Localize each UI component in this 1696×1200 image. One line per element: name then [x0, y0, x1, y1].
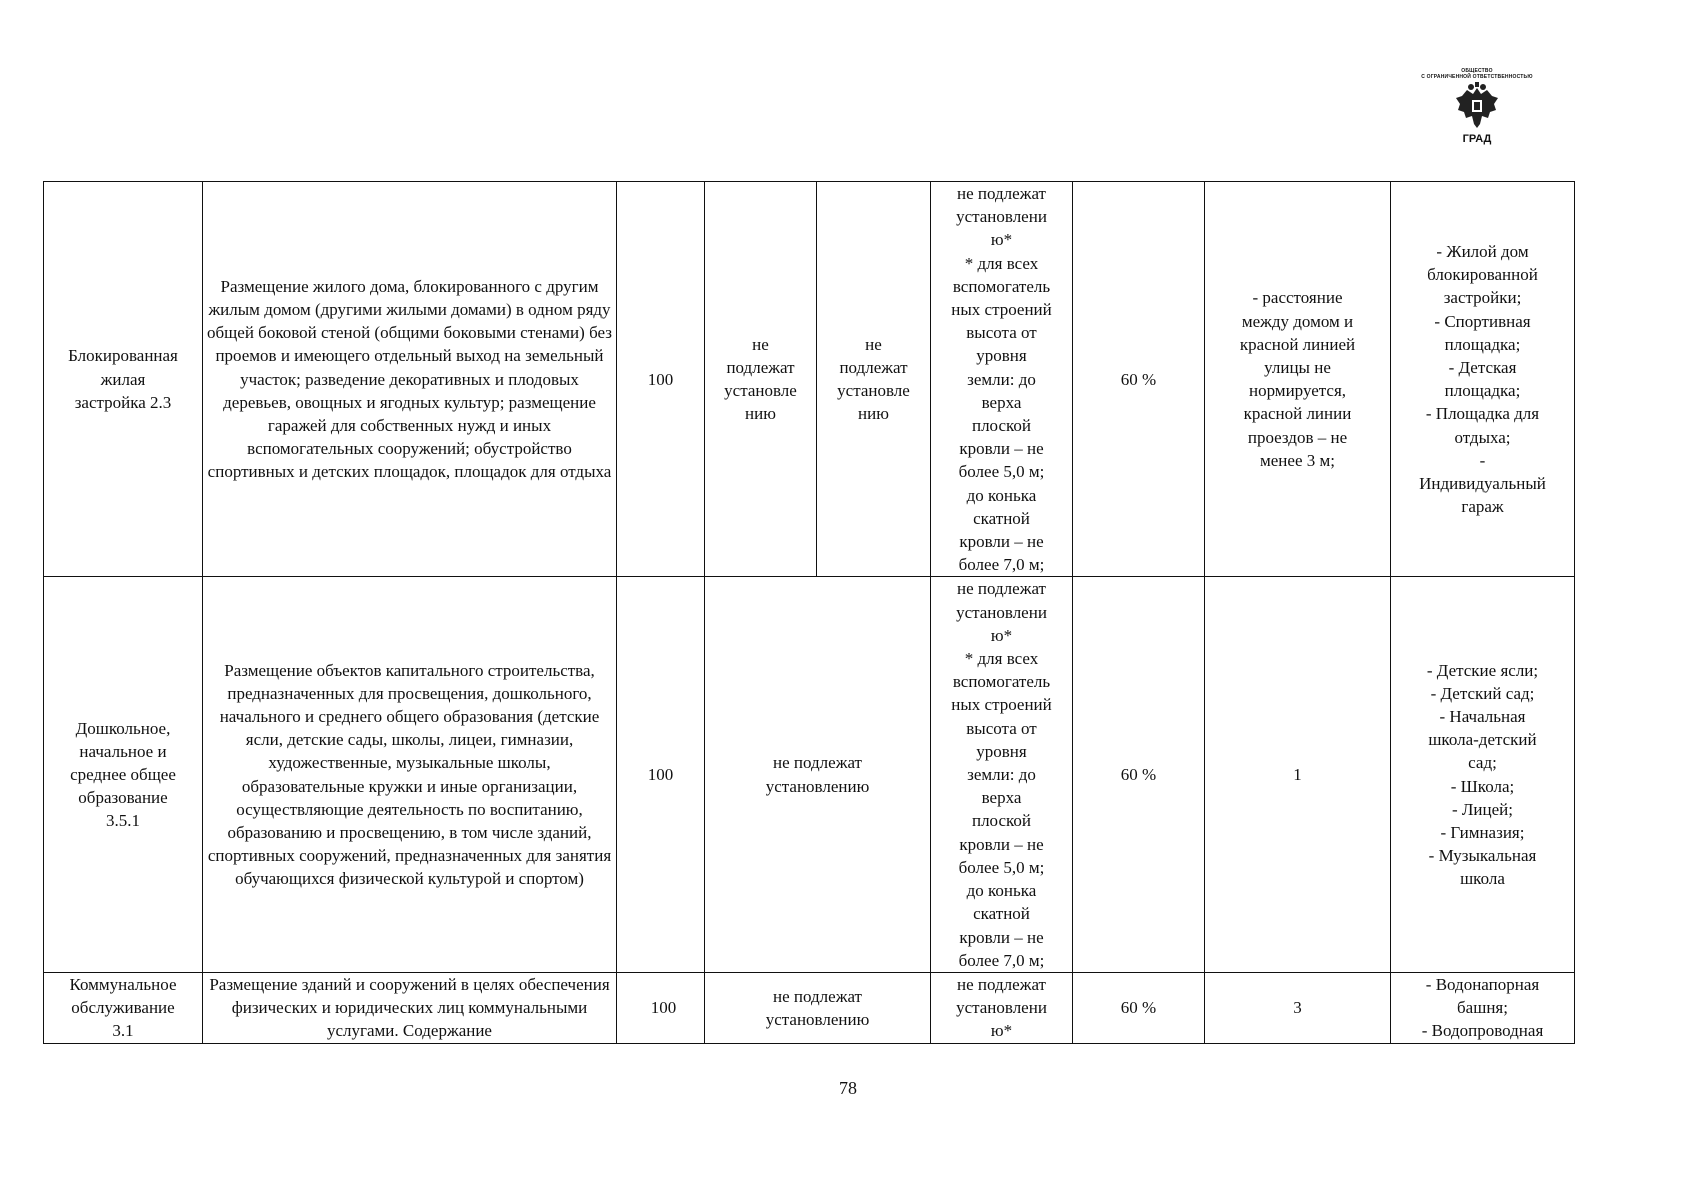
- value-cell: не подлежат установле нию: [705, 182, 817, 577]
- coverage-cell: 60 %: [1073, 182, 1205, 577]
- logo-org-line1: ОБЩЕСТВО: [1461, 68, 1493, 74]
- value-cell: 100: [617, 577, 705, 972]
- value-cell: не подлежат установле нию: [817, 182, 931, 577]
- table-row: [44, 577, 1575, 972]
- company-logo: [1392, 68, 1562, 145]
- coverage-cell: 60 %: [1073, 972, 1205, 1043]
- height-limits-cell: не подлежат установлени ю* * для всех вспомогатель ных строений высота от уровня земли: до верха плоской кровли – не более 5,0 м; до конька скатной кровли – не более 7,0 м;: [931, 577, 1073, 972]
- logo-org-line2: С ОГРАНИЧЕННОЙ ОТВЕТСТВЕННОСТЬЮ: [1421, 74, 1533, 80]
- permitted-objects-cell: - Жилой дом блокированной застройки; - Спортивная площадка; - Детская площадка; - Площадка для отдыха; - Индивидуальный гараж: [1391, 182, 1575, 577]
- logo-company-name: ГРАД: [1462, 133, 1492, 145]
- land-use-name-cell: Коммунальное обслуживание 3.1: [44, 972, 203, 1043]
- height-limits-cell: не подлежат установлени ю* * для всех вспомогатель ных строений высота от уровня земли: до верха плоской кровли – не более 5,0 м; до конька скатной кровли – не более 7,0 м;: [931, 182, 1073, 577]
- land-use-name-cell: Дошкольное, начальное и среднее общее образование 3.5.1: [44, 577, 203, 972]
- description-cell: Размещение зданий и сооружений в целях обеспечения физических и юридических лиц коммунальными услугами. Содержание: [203, 972, 617, 1043]
- permitted-objects-cell: - Детские ясли; - Детский сад; - Начальная школа-детский сад; - Школа; - Лицей; - Гимназия; - Музыкальная школа: [1391, 577, 1575, 972]
- value-cell: не подлежат установлению: [705, 577, 931, 972]
- table-row: [44, 972, 1575, 1043]
- setback-cell: - расстояние между домом и красной линией улицы не нормируется, красной линии проездов – не менее 3 м;: [1205, 182, 1391, 577]
- setback-cell: 3: [1205, 972, 1391, 1043]
- description-cell: Размещение жилого дома, блокированного с другим жилым домом (другими жилыми домами) в одном ряду общей боковой стеной (общими боковыми стенами) без проемов и имеющего отдельный выход на земельный участок; разведение декоративных и плодовых деревьев, овощных и ягодных культур; размещение гаражей для собственных нужд и иных вспомогательных сооружений; обустройство спортивных и детских площадок, площадок для отдыха: [203, 182, 617, 577]
- value-cell: 100: [617, 972, 705, 1043]
- description-cell: Размещение объектов капитального строительства, предназначенных для просвещения, дошкольного, начального и среднего общего образования (детские ясли, детские сады, школы, лицеи, гимназии, художественные, музыкальные школы, образовательные кружки и иные организации, осуществляющие деятельность по воспитанию, образованию и просвещению, в том числе зданий, спортивных сооружений, предназначенных для занятия обучающихся физической культурой и спортом): [203, 577, 617, 972]
- table-row: [44, 182, 1575, 577]
- height-limits-cell: не подлежат установлени ю*: [931, 972, 1073, 1043]
- permitted-objects-cell: - Водонапорная башня; - Водопроводная: [1391, 972, 1575, 1043]
- setback-cell: 1: [1205, 577, 1391, 972]
- land-use-regulations-table: [43, 181, 1575, 1044]
- value-cell: 100: [617, 182, 705, 577]
- coverage-cell: 60 %: [1073, 577, 1205, 972]
- double-headed-eagle-icon: [1454, 82, 1500, 132]
- page-number: 78: [839, 1078, 857, 1098]
- land-use-name-cell: Блокированная жилая застройка 2.3: [44, 182, 203, 577]
- value-cell: не подлежат установлению: [705, 972, 931, 1043]
